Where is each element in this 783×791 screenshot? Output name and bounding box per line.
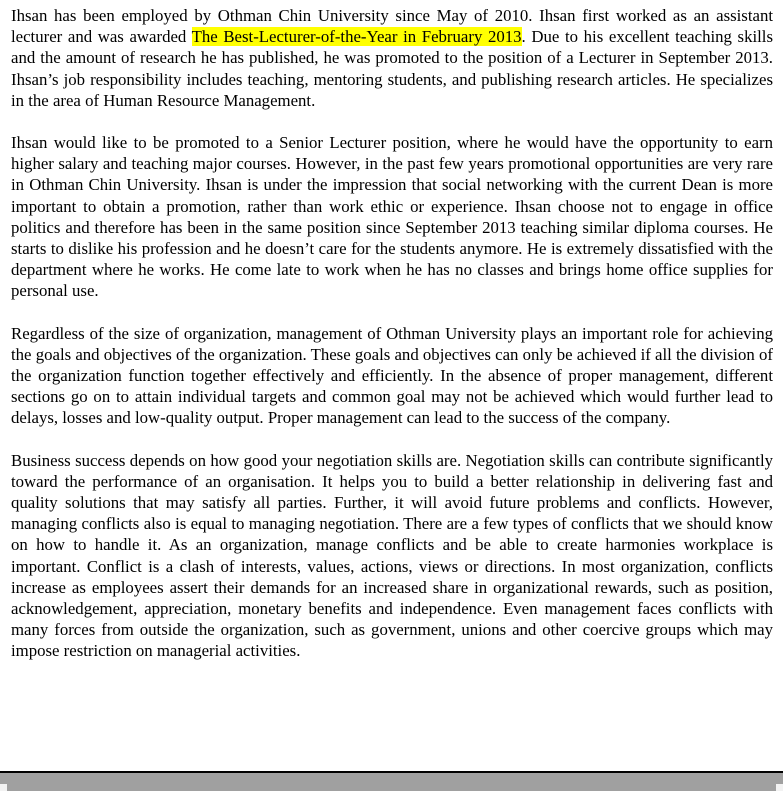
page-bottom-right-corner xyxy=(776,784,783,791)
page-bottom-left-corner xyxy=(0,784,7,791)
text-run: Business success depends on how good your negotiation skills are. Negotiation skills can contribute significantly toward the performance of an organisation. It helps you to build a better relationship in delivering fast and quality solutions that may satisfy all parties. Further, it will avoid future problems and conflicts. However, managing conflicts also is equal to managing negotiation. There are a few types of conflicts that we should know on how to handle it. As an organization, manage conflicts and be able to create harmonies workplace is important. Conflict is a clash of interests, values, actions, views or directions. In most organization, conflicts increase as employees assert their demands for an increased share in organizational rewards, such as position, acknowledgement, appreciation, monetary benefits and independence. Even management faces conflicts with many forces from outside the organization, such as government, unions and other coercive groups which may impose restriction on managerial activities. xyxy=(11,450,773,661)
text-run: . Due to his excellent teaching skills and the amount of research he has published, he was promoted to the position of a Lecturer in September 2013. Ihsan’s job responsibility includes teaching, mentoring students, and publishing research articles. He specializes in the area of Human Resource Management. xyxy=(11,27,773,110)
paragraph-negotiation-skills xyxy=(11,450,773,662)
page-bottom-edge xyxy=(0,771,783,791)
paragraph-promotion-situation xyxy=(11,132,773,302)
paragraph-management-importance xyxy=(11,323,773,429)
text-run: Regardless of the size of organization, management of Othman University plays an important role for achieving the goals and objectives of the organization. These goals and objectives can only be achieved if all the division of the organization function together effectively and efficiently. In the absence of proper management, different sections go on to attain individual targets and common goal may not be achieved which would further lead to delays, losses and low-quality output. Proper management can lead to the success of the company. xyxy=(11,323,773,428)
highlighted-text: The Best-Lecturer-of-the-Year in February 2013 xyxy=(191,27,522,47)
text-run: Ihsan would like to be promoted to a Senior Lecturer position, where he would have the opportunity to earn higher salary and teaching major courses. However, in the past few years promotional opportunities are very rare in Othman Chin University. Ihsan is under the impression that social networking with the current Dean is more important to obtain a promotion, rather than work ethic or experience. Ihsan choose not to engage in office politics and therefore has been in the same position since September 2013 teaching similar diploma courses. He starts to dislike his profession and he doesn’t care for the students anymore. He is extremely dissatisfied with the department where he works. He come late to work when he has no classes and brings home office supplies for personal use. xyxy=(11,133,773,301)
paragraph-employment-history xyxy=(11,5,773,111)
text-run: Ihsan has been employed by Othman Chin University since May of 2010. Ihsan first worked as an assistant lecturer and was awarded xyxy=(11,6,773,47)
